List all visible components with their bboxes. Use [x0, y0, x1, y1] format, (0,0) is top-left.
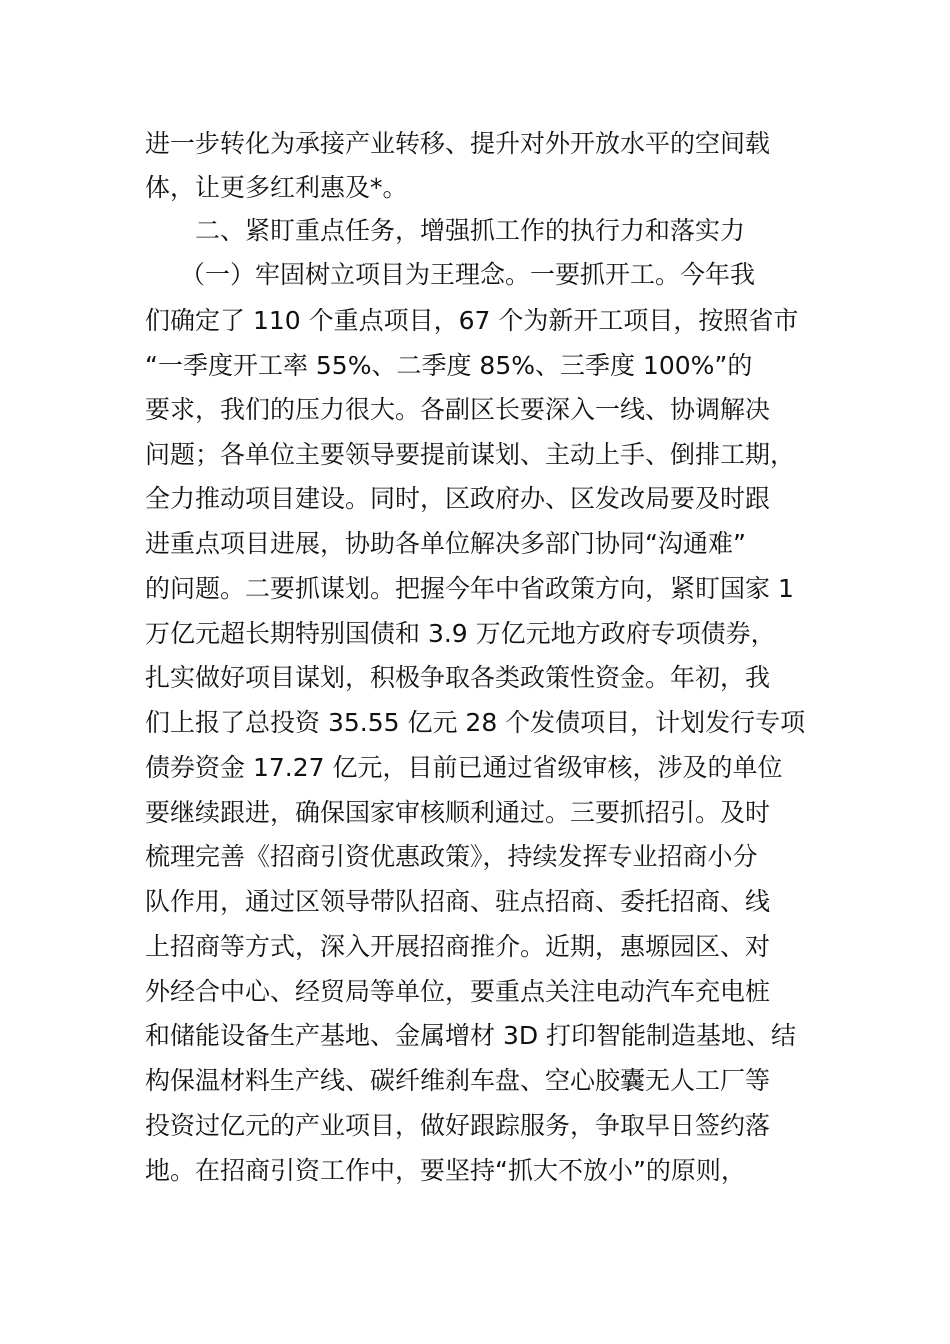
text-line: 们确定了 110 个重点项目，67 个为新开工项目，按照省市 — [145, 306, 799, 335]
text-line: “一季度开工率 55%、二季度 85%、三季度 100%”的 — [145, 351, 753, 380]
text-line: 和储能设备生产基地、金属增材 3D 打印智能制造基地、结 — [145, 1021, 797, 1050]
text-line: 要求，我们的压力很大。各副区长要深入一线、协调解决 — [145, 395, 771, 424]
text-line: 上招商等方式，深入开展招商推介。近期，惠塬园区、对 — [145, 932, 771, 961]
text-line: 债券资金 17.27 亿元，目前已通过省级审核，涉及的单位 — [145, 753, 783, 782]
subsection-heading-line: （一）牢固树立项目为王理念。一要抓开工。今年我 — [180, 260, 756, 289]
text-line: 全力推动项目建设。同时，区政府办、区发改局要及时跟 — [145, 484, 771, 513]
text-line: 们上报了总投资 35.55 亿元 28 个发债项目，计划发行专项 — [145, 708, 806, 737]
text-line: 万亿元超长期特别国债和 3.9 万亿元地方政府专项债券， — [145, 619, 776, 648]
text-line: 地。在招商引资工作中，要坚持“抓大不放小”的原则， — [145, 1156, 746, 1185]
text-line: 队作用，通过区领导带队招商、驻点招商、委托招商、线 — [145, 887, 771, 916]
text-line: 扎实做好项目谋划，积极争取各类政策性资金。年初，我 — [145, 663, 771, 692]
text-line: 要继续跟进，确保国家审核顺利通过。三要抓招引。及时 — [145, 798, 771, 827]
text-line: 梳理完善《招商引资优惠政策》，持续发挥专业招商小分 — [145, 842, 758, 871]
text-line: 进一步转化为承接产业转移、提升对外开放水平的空间载 — [145, 129, 771, 158]
text-line: 投资过亿元的产业项目，做好跟踪服务，争取早日签约落 — [145, 1111, 771, 1140]
text-line: 的问题。二要抓谋划。把握今年中省政策方向，紧盯国家 1 — [145, 574, 794, 603]
section-heading: 二、紧盯重点任务，增强抓工作的执行力和落实力 — [195, 216, 746, 245]
text-line: 进重点项目进展，协助各单位解决多部门协同“沟通难” — [145, 529, 746, 558]
text-line: 外经合中心、经贸局等单位，要重点关注电动汽车充电桩 — [145, 977, 771, 1006]
text-line: 构保温材料生产线、碳纤维刹车盘、空心胶囊无人工厂等 — [145, 1066, 771, 1095]
text-line: 体，让更多红利惠及*。 — [145, 173, 408, 202]
text-line: 问题；各单位主要领导要提前谋划、主动上手、倒排工期， — [145, 440, 796, 469]
